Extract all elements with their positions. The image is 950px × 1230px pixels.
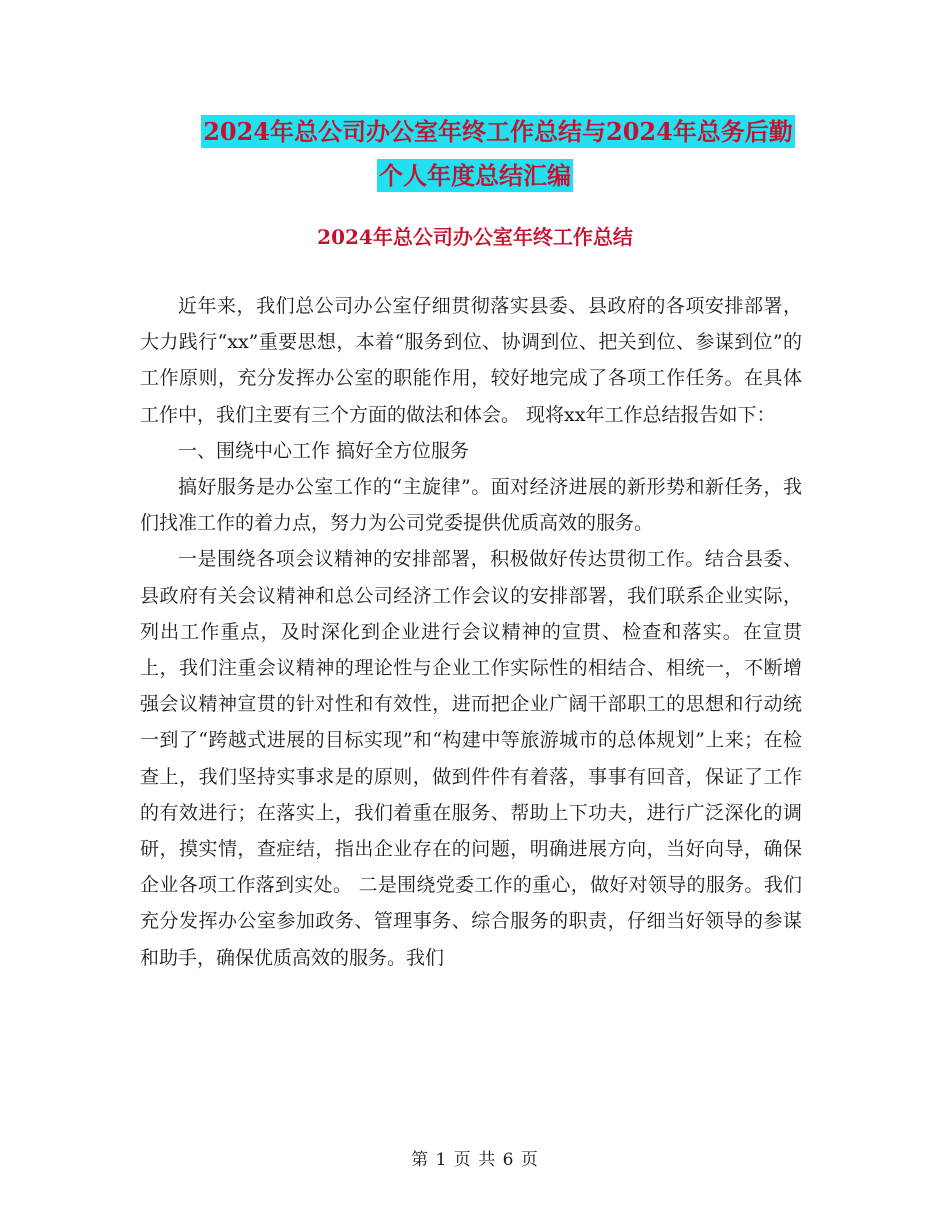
document-title-line-1 xyxy=(23,112,950,152)
document-body xyxy=(140,288,802,976)
paragraph-intro: 近年来，我们总公司办公室仔细贯彻落实县委、县政府的各项安排部署，大力践行“xx”重要思想，本着“服务到位、协调到位、把关到位、参谋到位”的工作原则，充分发挥办公室的职能作用，较好地完成了各项工作任务。在具体工作中，我们主要有三个方面的做法和体会。 现将xx年工作总结报告如下： xyxy=(140,295,802,426)
title-highlight-2: 个人年度总结汇编 xyxy=(379,161,571,190)
document-title-line-2 xyxy=(0,156,950,196)
paragraph-subheading: 一、围绕中心工作 搞好全方位服务 xyxy=(178,439,470,462)
paragraph-service: 搞好服务是办公室工作的“主旋律”。面对经济进展的新形势和新任务，我们找准工作的着力点，努力为公司党委提供优质高效的服务。 xyxy=(140,476,802,535)
paragraph-details: 一是围绕各项会议精神的安排部署，积极做好传达贯彻工作。结合县委、县政府有关会议精神和总公司经济工作会议的安排部署，我们联系企业实际，列出工作重点，及时深化到企业进行会议精神的宣贯、检查和落实。在宣贯上，我们注重会议精神的理论性与企业工作实际性的相结合、相统一，不断增强会议精神宣贯的针对性和有效性，进而把企业广阔干部职工的思想和行动统一到了“跨越式进展的目标实现”和“构建中等旅游城市的总体规划”上来；在检查上，我们坚持实事求是的原则，做到件件有着落，事事有回音，保证了工作的有效进行；在落实上，我们着重在服务、帮助上下功夫，进行广泛深化的调研，摸实情，查症结，指出企业存在的问题，明确进展方向，当好向导，确保企业各项工作落到实处。 二是围绕党委工作的重心，做好对领导的服务。我们充分发挥办公室参加政务、管理事务、综合服务的职责，仔细当好领导的参谋和助手，确保优质高效的服务。我们 xyxy=(140,548,802,969)
page-footer: 第 1 页 共 6 页 xyxy=(411,1150,539,1170)
title-highlight-1: 2024年总公司办公室年终工作总结与2024年总务后勤 xyxy=(203,117,793,146)
section-heading: 2024年总公司办公室年终工作总结 xyxy=(317,225,633,249)
